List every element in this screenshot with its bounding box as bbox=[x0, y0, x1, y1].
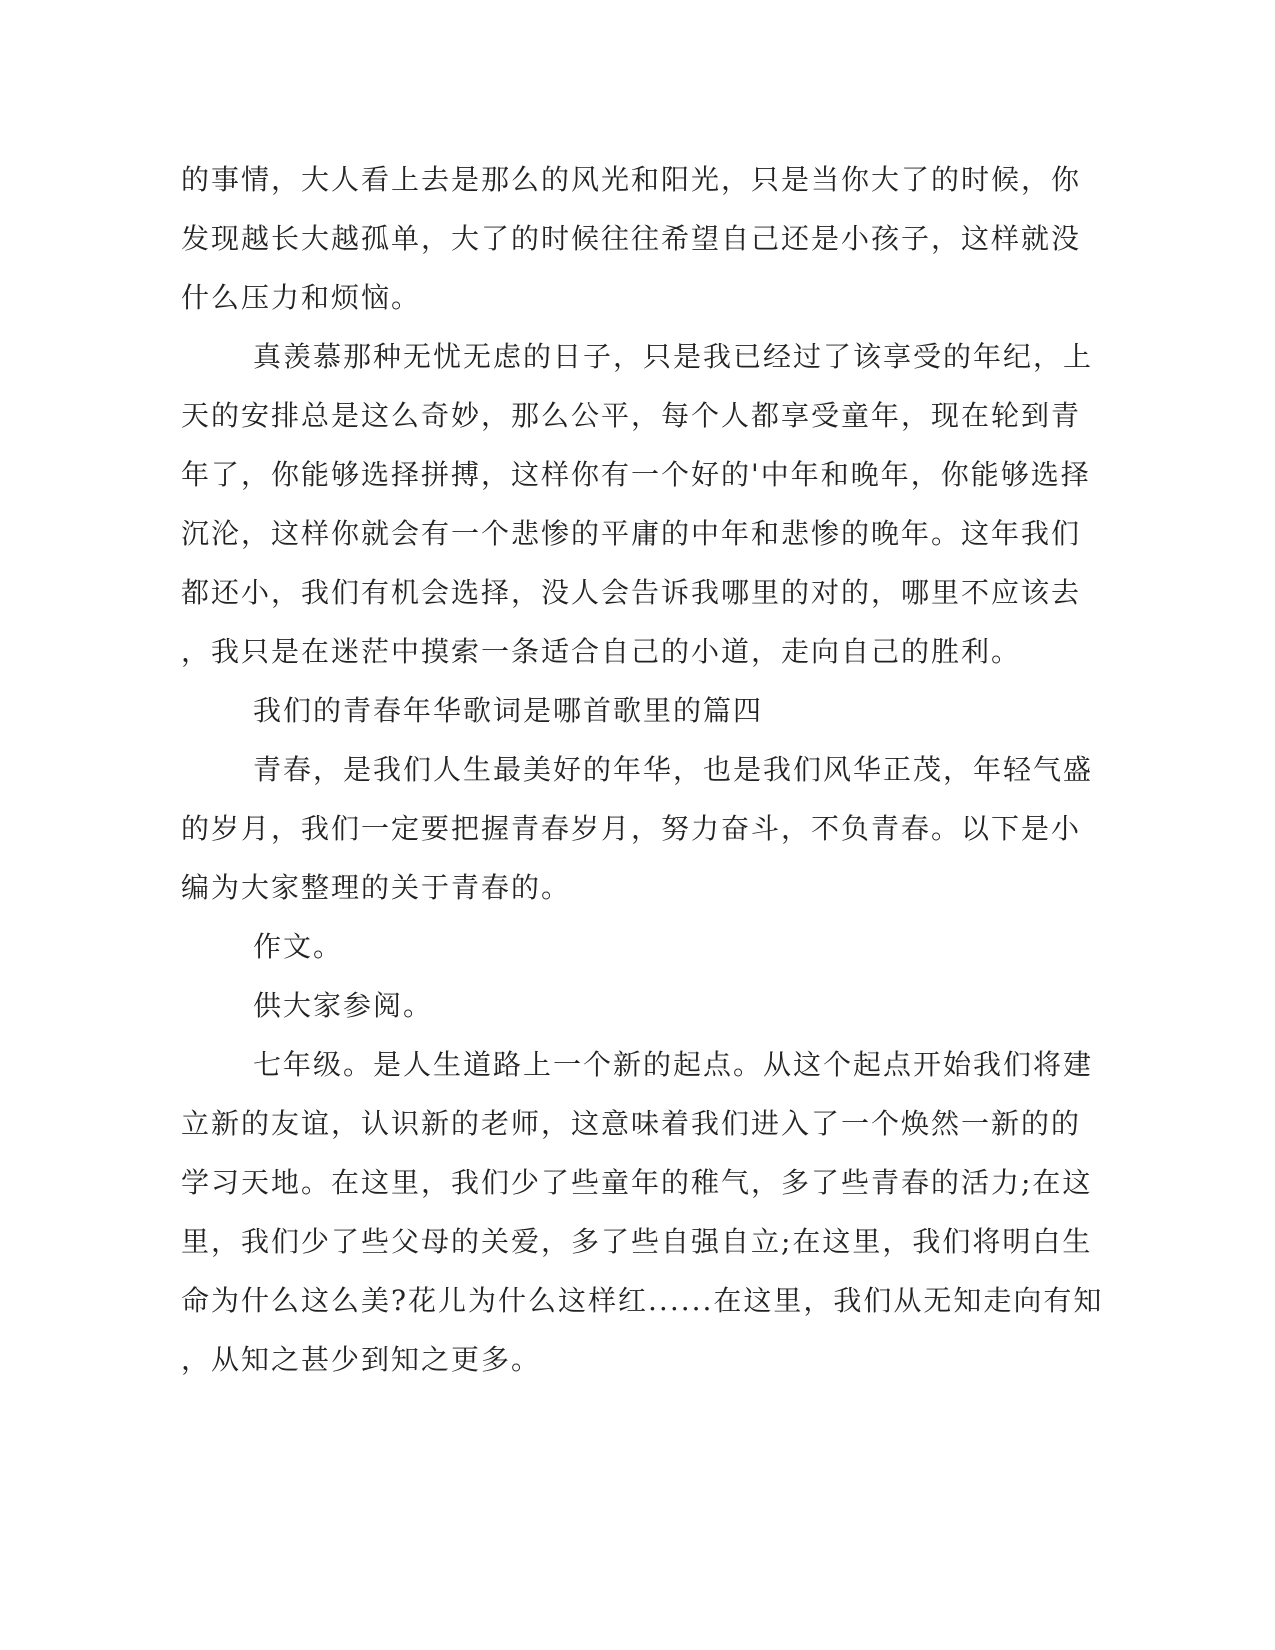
text-line: 都还小，我们有机会选择，没人会告诉我哪里的对的，哪里不应该去 bbox=[181, 576, 1082, 609]
paragraph-start-line: 青春，是我们人生最美好的年华，也是我们风华正茂，年轻气盛 bbox=[253, 753, 1094, 786]
paragraph-start-line: 真羡慕那种无忧无虑的日子，只是我已经过了该享受的年纪，上 bbox=[253, 340, 1094, 373]
text-line: 发现越长大越孤单，大了的时候往往希望自己还是小孩子，这样就没 bbox=[181, 222, 1082, 255]
text-line: ，从知之甚少到知之更多。 bbox=[181, 1343, 542, 1376]
text-line: ，我只是在迷茫中摸索一条适合自己的小道，走向自己的胜利。 bbox=[181, 635, 1022, 668]
text-line: 年了，你能够选择拼搏，这样你有一个好的'中年和晚年，你能够选择 bbox=[181, 458, 1091, 491]
text-line: 学习天地。在这里，我们少了些童年的稚气，多了些青春的活力;在这 bbox=[181, 1166, 1093, 1199]
paragraph-start-line: 供大家参阅。 bbox=[253, 989, 434, 1022]
text-line: 沉沦，这样你就会有一个悲惨的平庸的中年和悲惨的晚年。这年我们 bbox=[181, 517, 1082, 550]
text-line: 什么压力和烦恼。 bbox=[181, 281, 422, 314]
paragraph-start-line: 作文。 bbox=[253, 930, 344, 963]
text-line: 编为大家整理的关于青春的。 bbox=[181, 871, 572, 904]
text-line: 的岁月，我们一定要把握青春岁月，努力奋斗，不负青春。以下是小 bbox=[181, 812, 1082, 845]
paragraph-start-line: 七年级。是人生道路上一个新的起点。从这个起点开始我们将建 bbox=[253, 1048, 1094, 1081]
text-line: 命为什么这么美?花儿为什么这样红......在这里，我们从无知走向有知 bbox=[181, 1284, 1104, 1317]
text-line: 天的安排总是这么奇妙，那么公平，每个人都享受童年，现在轮到青 bbox=[181, 399, 1082, 432]
text-line: 的事情，大人看上去是那么的风光和阳光，只是当你大了的时候，你 bbox=[181, 163, 1082, 196]
text-line: 里，我们少了些父母的关爱，多了些自强自立;在这里，我们将明白生 bbox=[181, 1225, 1093, 1258]
section-heading: 我们的青春年华歌词是哪首歌里的篇四 bbox=[253, 694, 764, 727]
text-line: 立新的友谊，认识新的老师，这意味着我们进入了一个焕然一新的的 bbox=[181, 1107, 1082, 1140]
